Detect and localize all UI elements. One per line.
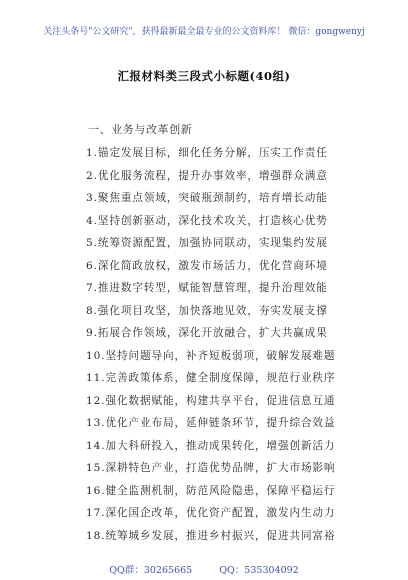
- list-item: 18.统筹城乡发展，推进乡村振兴，促进共同富裕: [86, 529, 336, 542]
- list-item: 4.坚持创新驱动，深化技术攻关，打造核心优势: [86, 214, 328, 227]
- list-item: 13.优化产业布局，延伸链条环节，提升综合效益: [86, 417, 336, 429]
- list-item: 12.强化数据赋能，构建共享平台，促进信息互通: [86, 394, 336, 407]
- list-item: 16.健全监测机制，防范风险隐患，保障平稳运行: [86, 484, 336, 497]
- list-item: 9.拓展合作领域，深化开放融合，扩大共赢成果: [86, 327, 328, 339]
- header-promo-note: 关注头条号"公文研究"，获得最新最全最专业的公文资料库！ 微信：gongwenyj: [43, 27, 365, 37]
- list-item: 14.加大科研投入，推动成果转化，增强创新活力: [86, 439, 336, 452]
- list-item: 17.深化国企改革，优化资产配置，激发内生动力: [86, 507, 336, 519]
- section-heading: 一、业务与改革创新: [88, 123, 193, 136]
- list-item: 1.锚定发展目标，细化任务分解，压实工作责任: [86, 147, 328, 159]
- list-item: 11.完善政策体系，健全制度保障，规范行业秩序: [86, 372, 336, 384]
- footer-contact: [0, 562, 408, 576]
- footer-qq-group: QQ群：30265665: [109, 565, 193, 576]
- list-item: 6.深化简政放权，激发市场活力，优化营商环境: [86, 259, 328, 272]
- list-item: 3.聚焦重点领域，突破瓶颈制约，培育增长动能: [86, 192, 328, 204]
- subheading-list: [86, 142, 348, 547]
- list-item: 10.坚持问题导向，补齐短板弱项，破解发展难题: [86, 349, 336, 362]
- list-item: 2.优化服务流程，提升办事效率，增强群众满意: [86, 169, 328, 182]
- list-item: 5.统筹资源配置，加强协同联动，实现集约发展: [86, 237, 328, 249]
- footer-qq-number: QQ：535304092: [219, 565, 299, 576]
- document-title: 汇报材料类三段式小标题(40组): [117, 69, 291, 83]
- list-item: 8.强化项目攻坚，加快落地见效，夯实发展支撑: [86, 304, 328, 317]
- list-item: 15.深耕特色产业，打造优势品牌，扩大市场影响: [86, 462, 336, 474]
- list-item: 7.推进数字转型，赋能智慧管理，提升治理效能: [86, 282, 328, 294]
